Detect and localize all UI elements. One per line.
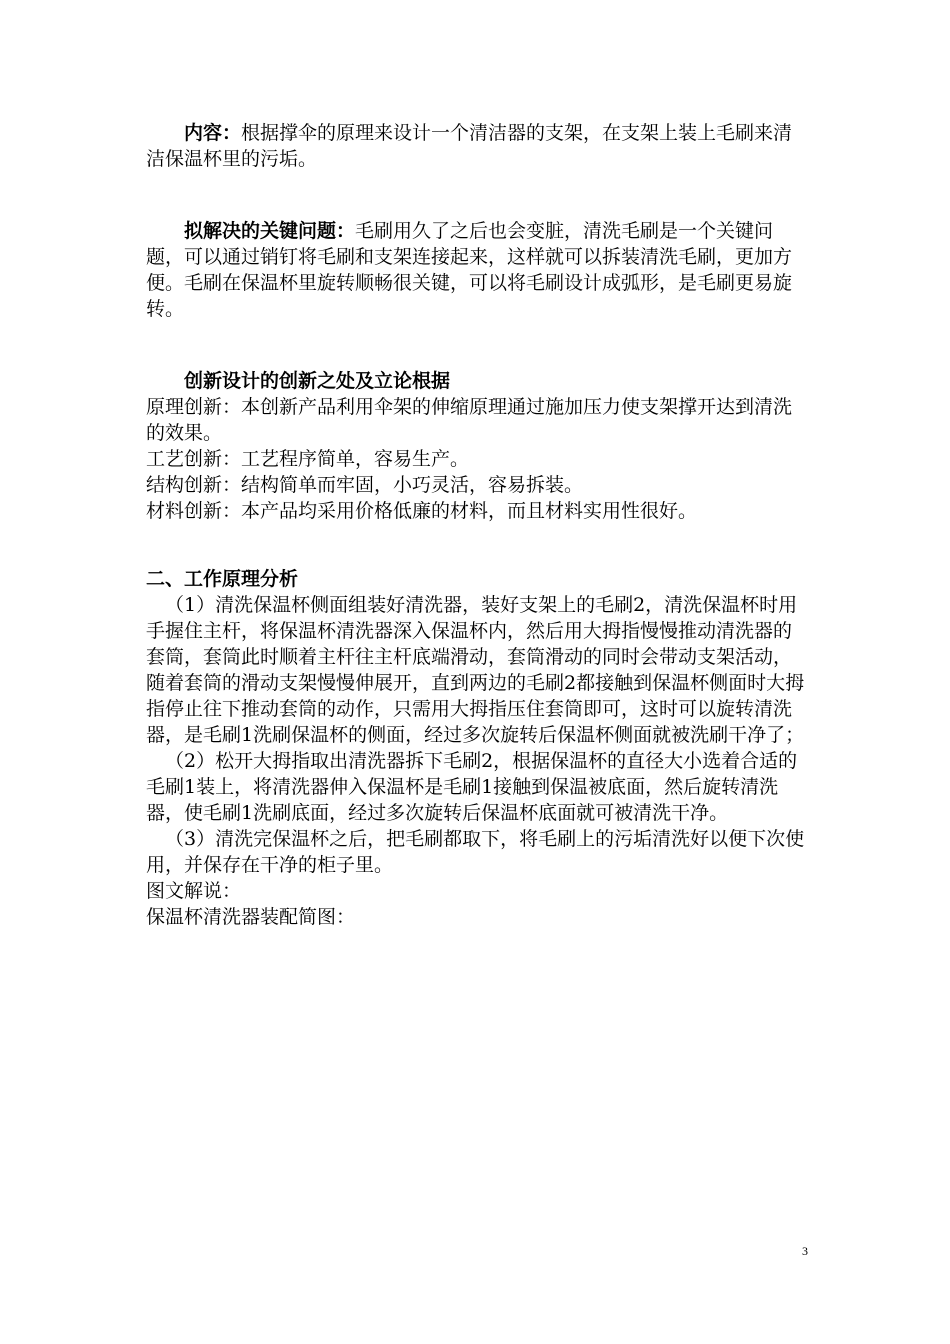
content-label: 内容： [184, 122, 242, 144]
page-number: 3 [802, 1244, 808, 1258]
innovation-heading: 创新设计的创新之处及立论根据 [184, 370, 451, 392]
key-problem-label: 拟解决的关键问题： [184, 220, 356, 242]
content-text: 根据撑伞的原理来设计一个清洁器的支架，在支架上装上毛刷来清洁保温杯里的污垢。 [146, 122, 793, 170]
content-paragraph [146, 120, 806, 172]
innovation-item-principle: 原理创新：本创新产品利用伞架的伸缩原理通过施加压力使支架撑开达到清洗的效果。 [146, 396, 793, 444]
principle-paragraph-3: （3）清洗完保温杯之后，把毛刷都取下，将毛刷上的污垢清洗好以便下次使用，并保存在干净的柜子里。 [146, 828, 805, 876]
principle-paragraph-2: （2）松开大拇指取出清洗器拆下毛刷2，根据保温杯的直径大小选着合适的毛刷1装上，将清洗器伸入保温杯是毛刷1接触到保温被底面，然后旋转清洗器，使毛刷1洗刷底面，经过多次旋转后保温杯底面就可被清洗干净。 [146, 750, 798, 824]
assembly-caption: 保温杯清洗器装配简图： [146, 906, 356, 928]
innovation-item-material: 材料创新：本产品均采用价格低廉的材料，而且材料实用性很好。 [146, 500, 698, 522]
key-problem-text: 毛刷用久了之后也会变脏，清洗毛刷是一个关键问题，可以通过销钉将毛刷和支架连接起来，这样就可以拆装清洗毛刷，更加方便。毛刷在保温杯里旋转顺畅很关键，可以将毛刷设计成弧形，是毛刷更易旋转。 [146, 220, 793, 320]
innovation-item-structure: 结构创新：结构简单而牢固，小巧灵活，容易拆装。 [146, 474, 584, 496]
figure-note: 图文解说： [146, 880, 242, 902]
innovation-item-process: 工艺创新：工艺程序简单，容易生产。 [146, 448, 470, 470]
principle-paragraph-1: （1）清洗保温杯侧面组装好清洗器，装好支架上的毛刷2，清洗保温杯时用手握住主杆，将保温杯清洗器深入保温杯内，然后用大拇指慢慢推动清洗器的套筒，套筒此时顺着主杆往主杆底端滑动，套筒滑动的同时会带动支架活动，随着套筒的滑动支架慢慢伸展开，直到两边的毛刷2都接触到保温杯侧面时大拇指停止往下推动套筒的动作，只需用大拇指压住套筒即可，这时可以旋转清洗器，是毛刷1洗刷保温杯的侧面，经过多次旋转后保温杯侧面就被洗刷干净了； [146, 594, 805, 746]
principle-heading: 二、工作原理分析 [146, 568, 299, 590]
key-problem-paragraph [146, 218, 806, 322]
document-body [146, 120, 806, 930]
